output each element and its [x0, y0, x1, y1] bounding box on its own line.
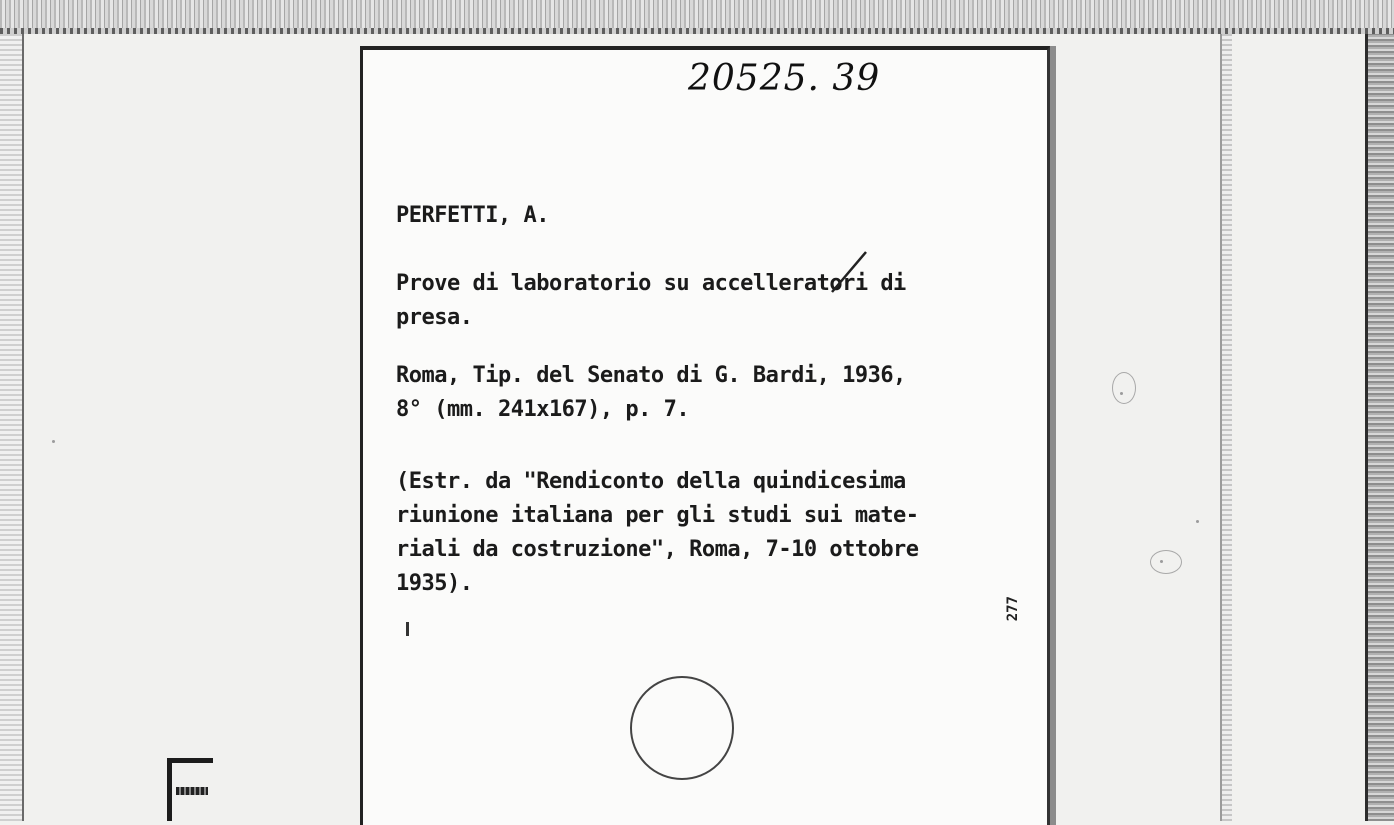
- title-line-1: Prove di laboratorio su accelleratori di: [396, 271, 906, 296]
- note-line-1: (Estr. da "Rendiconto della quindicesima: [396, 469, 906, 494]
- speckle: [52, 440, 55, 443]
- smudge-mark: [1150, 550, 1182, 574]
- note-line-2: riunione italiana per gli studi sui mate-: [396, 503, 919, 528]
- punch-hole: [630, 676, 734, 780]
- imprint-line-2: 8° (mm. 241x167), p. 7.: [396, 397, 690, 422]
- scan-border-top: [0, 0, 1394, 34]
- smudge-mark: [1112, 372, 1136, 404]
- file-tab-bar: [176, 787, 208, 795]
- adjacent-card-edge: [1220, 34, 1232, 821]
- catalog-number: 20525. 39: [688, 58, 881, 99]
- note-line-3: riali da costruzione", Roma, 7-10 ottobre: [396, 537, 919, 562]
- author-line: PERFETTI, A.: [396, 203, 549, 228]
- scan-border-right: [1365, 34, 1394, 821]
- side-code: 277: [1005, 596, 1021, 622]
- speckle: [1196, 520, 1199, 523]
- title-line-2: presa.: [396, 305, 473, 330]
- file-tab-marker: [167, 758, 213, 821]
- handwritten-check-mark: [828, 248, 870, 296]
- pencil-tick: [406, 622, 409, 636]
- note-line-4: 1935).: [396, 571, 473, 596]
- scan-border-left: [0, 34, 24, 821]
- imprint-line-1: Roma, Tip. del Senato di G. Bardi, 1936,: [396, 363, 906, 388]
